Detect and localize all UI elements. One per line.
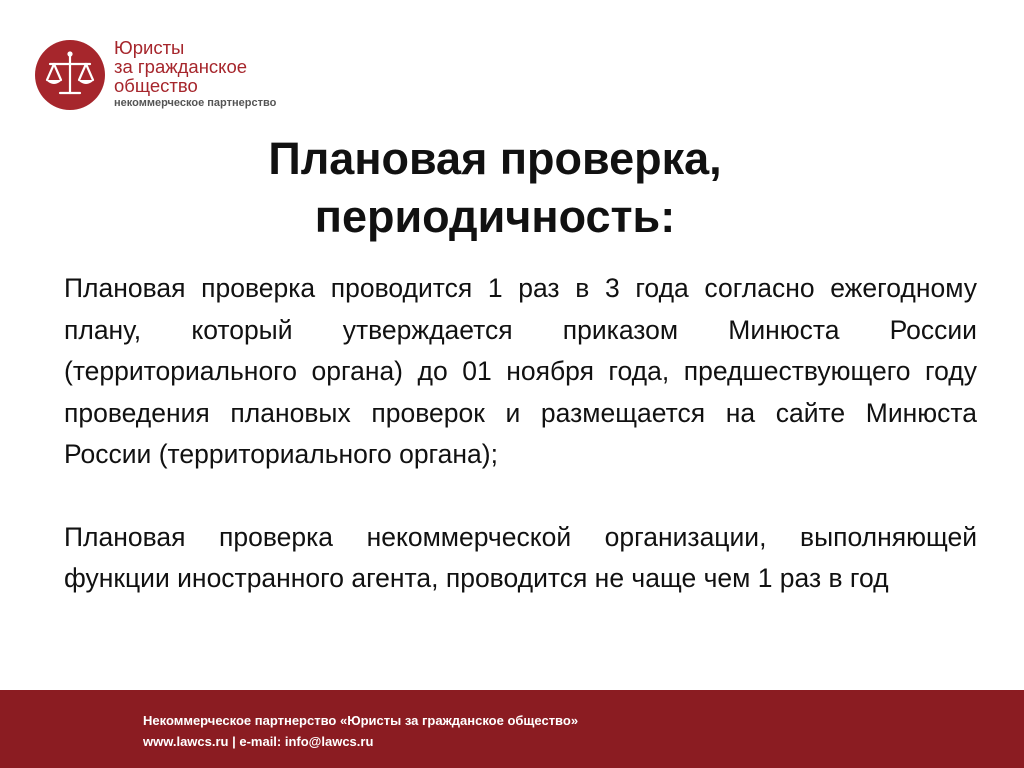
logo-line-1: Юристы: [114, 37, 185, 58]
scales-of-justice-icon: [34, 39, 106, 111]
footer-line-1: Некоммерческое партнерство «Юристы за гражданское общество»: [143, 713, 579, 728]
slide-title: [0, 130, 990, 246]
logo-text: [114, 38, 276, 110]
footer-text: [143, 710, 578, 752]
logo-subtitle: некоммерческое партнерство: [114, 97, 277, 109]
logo: [34, 36, 334, 116]
paragraph-1: Плановая проверка проводится 1 раз в 3 года согласно ежегодному плану, который утверждается приказом Минюста России (территориального органа) до 01 ноября года, предшествующего году проведения плановых проверок и размещается на сайте Минюста России (территориального органа);: [64, 273, 977, 469]
slide-title-line-2: периодичность:: [314, 191, 676, 242]
footer-line-2: www.lawcs.ru | e-mail: info@lawcs.ru: [143, 734, 374, 749]
footer-bar: [0, 690, 1024, 768]
slide-body: [64, 268, 977, 600]
logo-line-2: за гражданское: [114, 56, 248, 77]
slide-title-line-1: Плановая проверка,: [268, 133, 722, 184]
paragraph-2: Плановая проверка некоммерческой организации, выполняющей функции иностранного агента, проводится не чаще чем 1 раз в год: [64, 521, 977, 593]
logo-line-3: общество: [114, 75, 198, 96]
